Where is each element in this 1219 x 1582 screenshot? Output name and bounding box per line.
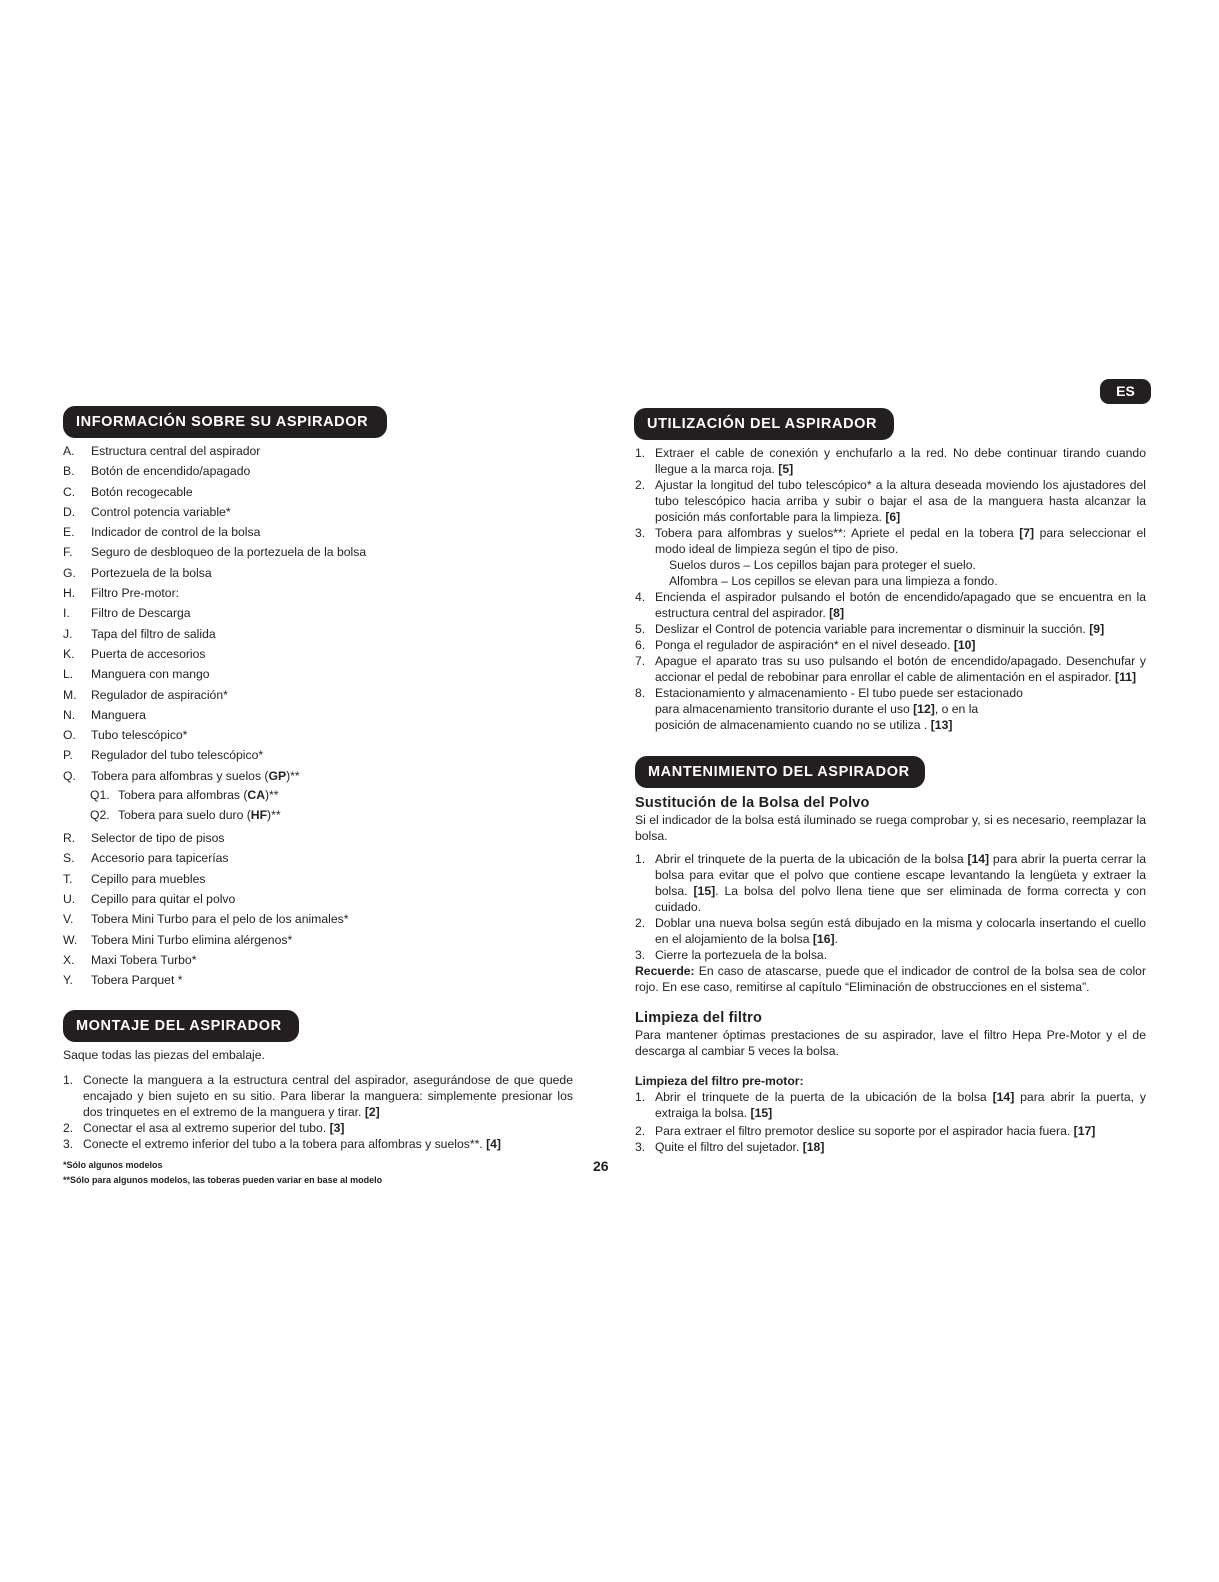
- use-section-title: UTILIZACIÓN DEL ASPIRADOR: [634, 408, 894, 440]
- list-item: [63, 869, 573, 889]
- list-item: [63, 542, 573, 562]
- use-step-list: [635, 445, 1146, 557]
- list-item-key: R.: [63, 831, 76, 846]
- list-item: [63, 482, 573, 502]
- use-step: 1. Extraer el cable de conexión y enchufarlo a la red. No debe continuar tirando cuando llegue a la marca roja. [5]: [635, 446, 1146, 476]
- assembly-step: 2. Conectar el asa al extremo superior del tubo. [3]: [63, 1121, 345, 1135]
- use-step: 5. Deslizar el Control de potencia variable para incrementar o disminuir la succión. [9]: [635, 622, 1105, 636]
- list-item: [90, 806, 573, 826]
- list-item-label: Accesorio para tapicerías: [91, 851, 229, 866]
- list-item-label: Tobera para suelo duro (HF)**: [118, 807, 281, 822]
- list-item: [63, 745, 573, 765]
- list-item-label: Cepillo para quitar el polvo: [91, 891, 236, 906]
- premotor-step-list: [635, 1089, 1146, 1155]
- list-item-key: I.: [63, 606, 70, 621]
- list-item-label: Botón recogecable: [91, 484, 193, 499]
- list-item-label: Filtro de Descarga: [91, 606, 191, 621]
- assembly-step: 1. Conecte la manguera a la estructura central del aspirador, asegurándose de que quede encajado y bien sujeto en su sitio. Para liberar la manguera: simplemente presionar los dos trinquetes en el extremo de la manguera y tirar. [2]: [63, 1073, 573, 1119]
- list-item-key: P.: [63, 748, 73, 763]
- language-badge: ES: [1100, 379, 1151, 404]
- remember-note: Recuerde: En caso de atascarse, puede que el indicador de control de la bolsa sea de color rojo. En ese caso, remitirse al capítulo “Eliminación de obstrucciones en el sistema”.: [635, 964, 1147, 994]
- list-item-key: Q1.: [90, 788, 110, 803]
- use-step: 6. Ponga el regulador de aspiración* en el nivel deseado. [10]: [635, 638, 976, 652]
- bag-step-list: [635, 851, 1146, 963]
- assembly-steps: [63, 1072, 573, 1152]
- assembly-step-list: [63, 1072, 573, 1152]
- page-number: 26: [593, 1158, 609, 1174]
- premotor-step: 1. Abrir el trinquete de la puerta de la ubicación de la bolsa [14] para abrir la puerta, y extraiga la bolsa. [15]: [635, 1090, 1146, 1120]
- footnote-1: *Sólo algunos modelos: [63, 1160, 163, 1170]
- list-item: [63, 664, 573, 684]
- list-item-key: U.: [63, 891, 76, 906]
- list-item-key: E.: [63, 525, 75, 540]
- bag-step: 3. Cierre la portezuela de la bolsa.: [635, 948, 828, 962]
- list-item-key: F.: [63, 545, 73, 560]
- assembly-intro: Saque todas las piezas del embalaje.: [63, 1048, 265, 1062]
- floor-mode-carpet: Alfombra – Los cepillos se elevan para una limpieza a fondo.: [669, 574, 998, 588]
- list-item-key: A.: [63, 444, 75, 458]
- list-item: [63, 909, 573, 929]
- list-item: [63, 705, 573, 725]
- list-item-label: Tobera Mini Turbo para el pelo de los animales*: [91, 912, 349, 927]
- list-item: [63, 766, 573, 786]
- list-item-key: J.: [63, 626, 73, 641]
- filter-intro: Para mantener óptimas prestaciones de su aspirador, lave el filtro Hepa Pre-Motor y el de descarga al cambiar 5 veces la bolsa.: [635, 1028, 1146, 1058]
- list-item-key: K.: [63, 646, 75, 661]
- use-step-list-2: [635, 589, 1146, 733]
- list-item-key: G.: [63, 565, 76, 580]
- premotor-step: 3. Quite el filtro del sujetador. [18]: [635, 1140, 825, 1154]
- parts-list-container: [63, 441, 573, 990]
- list-item: [63, 930, 573, 950]
- list-item-label: Selector de tipo de pisos: [91, 831, 225, 846]
- list-item-label: Puerta de accesorios: [91, 646, 206, 661]
- list-item: [63, 725, 573, 745]
- footnote-2: **Sólo para algunos modelos, las toberas pueden variar en base al modelo: [63, 1175, 383, 1185]
- list-item-key: Q.: [63, 768, 76, 783]
- list-item-label: Tobera Parquet *: [91, 973, 183, 988]
- list-item-label: Tubo telescópico*: [91, 728, 188, 743]
- list-item-label: Maxi Tobera Turbo*: [91, 952, 197, 967]
- info-section-title: INFORMACIÓN SOBRE SU ASPIRADOR: [63, 406, 387, 438]
- parts-list-rest: [63, 828, 573, 990]
- list-item-key: Y.: [63, 973, 73, 988]
- list-item-key: T.: [63, 871, 73, 886]
- list-item: [63, 624, 573, 644]
- list-item-key: W.: [63, 932, 78, 947]
- list-item: [63, 583, 573, 603]
- list-item-key: V.: [63, 912, 74, 927]
- assembly-section-title: MONTAJE DEL ASPIRADOR: [63, 1010, 299, 1042]
- list-item: [63, 644, 573, 664]
- list-item: [63, 828, 573, 848]
- list-item: [63, 970, 573, 990]
- bag-intro: Si el indicador de la bolsa está iluminado se ruega comprobar y, si es necesario, reemplazar la bolsa.: [635, 813, 1146, 843]
- list-item: [63, 563, 573, 583]
- list-item-label: Estructura central del aspirador: [91, 444, 261, 458]
- list-item: [63, 461, 573, 481]
- parts-list-q: [63, 766, 573, 786]
- list-item-key: Q2.: [90, 807, 110, 822]
- list-item-key: O.: [63, 728, 76, 743]
- list-item-label: Manguera con mango: [91, 667, 210, 682]
- use-step: 3. Tobera para alfombras y suelos**: Apriete el pedal en la tobera [7] para seleccionar el modo ideal de limpieza según el tipo de piso.: [635, 526, 1146, 556]
- assembly-step: 3. Conecte el extremo inferior del tubo a la tobera para alfombras y suelos**. [4]: [63, 1137, 501, 1151]
- list-item-label: Tobera Mini Turbo elimina alérgenos*: [91, 932, 293, 947]
- premotor-step: 2. Para extraer el filtro premotor deslice su soporte por el aspirador hacia fuera. [17]: [635, 1124, 1096, 1138]
- list-item-label: Tapa del filtro de salida: [91, 626, 216, 641]
- filter-section: [635, 1009, 1146, 1155]
- list-item: [63, 603, 573, 623]
- list-item-key: D.: [63, 504, 76, 519]
- list-item-label: Portezuela de la bolsa: [91, 565, 212, 580]
- floor-mode-hard: Suelos duros – Los cepillos bajan para proteger el suelo.: [669, 558, 976, 572]
- list-item-label: Indicador de control de la bolsa: [91, 525, 261, 540]
- bag-section: [635, 794, 1146, 995]
- list-item-label: Filtro Pre-motor:: [91, 586, 180, 601]
- premotor-title: Limpieza del filtro pre-motor:: [635, 1074, 804, 1088]
- footnotes: [63, 1158, 573, 1188]
- parts-sublist-q: [63, 786, 573, 825]
- use-steps: [635, 445, 1146, 733]
- list-item: [63, 889, 573, 909]
- list-item-label: Botón de encendido/apagado: [91, 464, 251, 479]
- list-item: [63, 950, 573, 970]
- list-item-label: Manguera: [91, 707, 146, 722]
- list-item-label: Seguro de desbloqueo de la portezuela de la bolsa: [91, 545, 367, 560]
- list-item-label: Regulador de aspiración*: [91, 687, 228, 702]
- bag-step: 1. Abrir el trinquete de la puerta de la ubicación de la bolsa [14] para abrir la puerta cerrar la bolsa para evitar que el polvo que contiene escape levantando la lengüeta y extraer la bolsa. [15]. La bolsa del polvo llena tiene que ser eliminada de forma correcta y con cuidado.: [635, 852, 1146, 914]
- list-item-key: C.: [63, 484, 76, 499]
- use-step: 2. Ajustar la longitud del tubo telescópico* a la altura deseada moviendo los ajustadores del tubo telescópico hacia arriba y subir o bajar el asa de la manguera hasta alcanzar la posición más confortable para la limpieza. [6]: [635, 478, 1146, 524]
- list-item: [63, 441, 573, 461]
- list-item-label: Regulador del tubo telescópico*: [91, 748, 264, 763]
- list-item-key: S.: [63, 851, 75, 866]
- filter-title: Limpieza del filtro: [635, 1010, 763, 1026]
- list-item-label: Tobera para alfombras (CA)**: [118, 788, 279, 803]
- list-item-label: Control potencia variable*: [91, 504, 231, 519]
- list-item: [63, 685, 573, 705]
- list-item-label: Cepillo para muebles: [91, 871, 206, 886]
- list-item: [90, 786, 573, 806]
- use-step: 7. Apague el aparato tras su uso pulsando el botón de encendido/apagado. Desenchufar y accionar el pedal de rebobinar para enrollar el cable de alimentación en el aspirador. [11]: [635, 654, 1146, 684]
- list-item-key: B.: [63, 464, 75, 479]
- list-item-key: N.: [63, 707, 76, 722]
- list-item: [63, 522, 573, 542]
- list-item-key: L.: [63, 667, 74, 682]
- bag-title: Sustitución de la Bolsa del Polvo: [635, 795, 870, 811]
- list-item: [63, 502, 573, 522]
- list-item-key: H.: [63, 586, 76, 601]
- list-item: [63, 848, 573, 868]
- bag-step: 2. Doblar una nueva bolsa según está dibujado en la misma y colocarla insertando el cuello en el alojamiento de la bolsa [16].: [635, 916, 1146, 946]
- list-item-label: Tobera para alfombras y suelos (GP)**: [91, 768, 300, 783]
- use-step: 8. Estacionamiento y almacenamiento - El tubo puede ser estacionado para almacenamiento transitorio durante el uso [12], o en la posición de almacenamiento cuando no se utiliza . [13]: [635, 686, 1023, 732]
- list-item-key: M.: [63, 687, 77, 702]
- list-item-key: X.: [63, 952, 75, 967]
- use-step: 4. Encienda el aspirador pulsando el botón de encendido/apagado que se encuentra en la estructura central del aspirador. [8]: [635, 590, 1146, 620]
- maintenance-section-title: MANTENIMIENTO DEL ASPIRADOR: [635, 756, 925, 788]
- parts-list: [63, 441, 573, 766]
